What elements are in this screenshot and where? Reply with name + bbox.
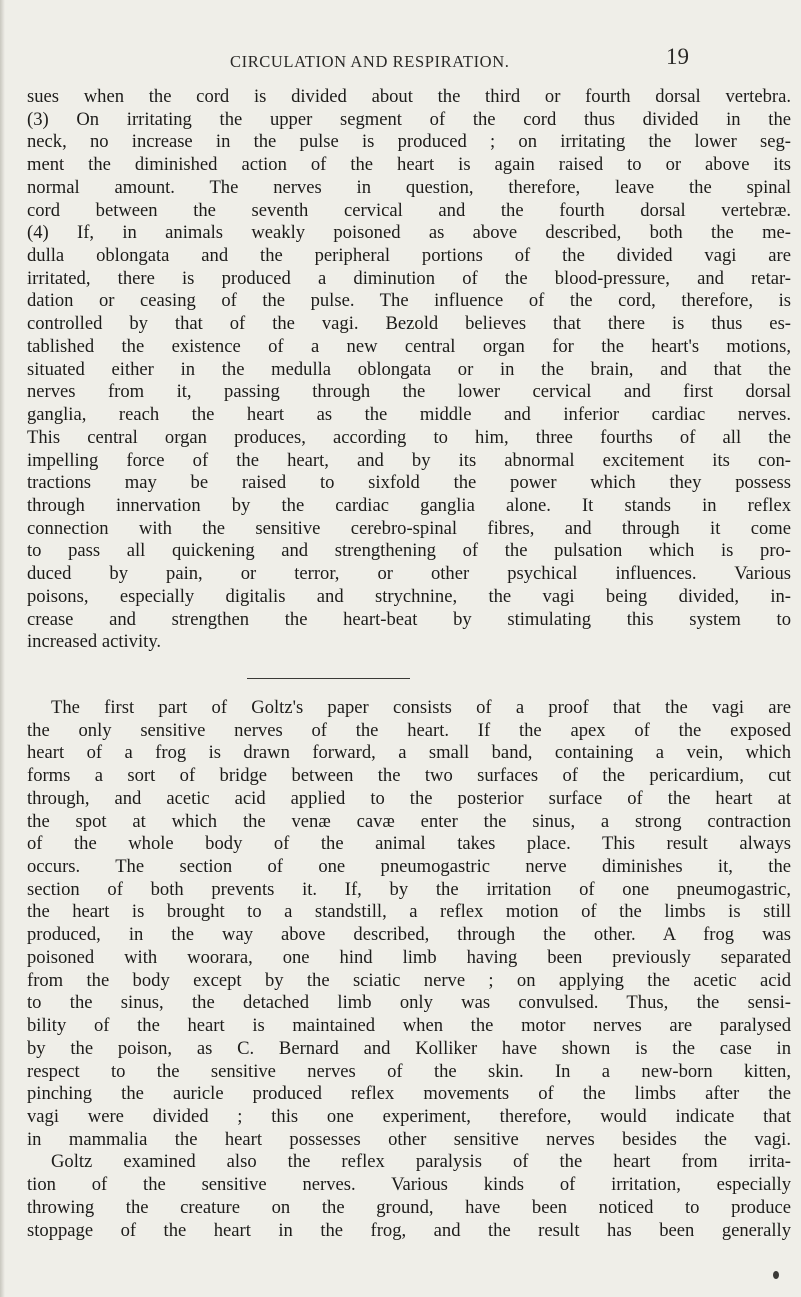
- text-line: (3) On irritating the upper segment of the cord thus divided in the: [27, 108, 791, 130]
- text-line: section of both prevents it. If, by the irritation of one pneumogastric,: [27, 878, 791, 900]
- text-line: nerves from it, passing through the lower cervical and first dorsal: [27, 381, 791, 403]
- ink-speck: [773, 1271, 779, 1279]
- text-line: to the sinus, the detached limb only was convulsed. Thus, the sensi-: [27, 992, 791, 1014]
- text-line: crease and strengthen the heart-beat by stimulating this system to: [27, 608, 791, 630]
- paragraph-1-text: [27, 86, 791, 654]
- page-gutter-shadow: [0, 0, 5, 1297]
- text-line: throwing the creature on the ground, have been noticed to produce: [27, 1196, 791, 1218]
- paragraph-1: [27, 86, 791, 654]
- text-line: forms a sort of bridge between the two surfaces of the pericardium, cut: [27, 765, 791, 787]
- text-line: (4) If, in animals weakly poisoned as above described, both the me-: [27, 222, 791, 244]
- text-line: vagi were divided ; this one experiment, therefore, would indicate that: [27, 1105, 791, 1127]
- text-line: poisons, especially digitalis and strychnine, the vagi being divided, in-: [27, 585, 791, 607]
- text-line: normal amount. The nerves in question, therefore, leave the spinal: [27, 176, 791, 198]
- paragraph-2-text: [27, 697, 791, 1242]
- text-line: dation or ceasing of the pulse. The influence of the cord, therefore, is: [27, 290, 791, 312]
- text-line: cord between the seventh cervical and the fourth dorsal vertebræ.: [27, 199, 791, 221]
- text-line: tion of the sensitive nerves. Various kinds of irritation, especially: [27, 1174, 791, 1196]
- text-line: pinching the auricle produced reflex movements of the limbs after the: [27, 1083, 791, 1105]
- section-divider: [247, 678, 410, 679]
- text-line: in mammalia the heart possesses other sensitive nerves besides the vagi.: [27, 1128, 791, 1150]
- text-line: through innervation by the cardiac ganglia alone. It stands in reflex: [27, 494, 791, 516]
- text-line: Goltz examined also the reflex paralysis of the heart from irrita-: [51, 1151, 791, 1173]
- text-line: The first part of Goltz's paper consists of a proof that the vagi are: [51, 697, 791, 718]
- text-line: from the body except by the sciatic nerve ; on applying the acetic acid: [27, 969, 791, 991]
- text-line: the spot at which the venæ cavæ enter the sinus, a strong contraction: [27, 810, 791, 832]
- text-line: situated either in the medulla oblongata or in the brain, and that the: [27, 358, 791, 380]
- text-line: respect to the sensitive nerves of the skin. In a new-born kitten,: [27, 1060, 791, 1082]
- text-line: of the whole body of the animal takes place. This result always: [27, 833, 791, 855]
- running-header: CIRCULATION AND RESPIRATION.: [230, 52, 510, 71]
- text-line: ment the diminished action of the heart is again raised to or above its: [27, 154, 791, 176]
- text-line: to pass all quickening and strengthening of the pulsation which is pro-: [27, 540, 791, 562]
- text-line: bility of the heart is maintained when the motor nerves are paralysed: [27, 1015, 791, 1037]
- text-line: poisoned with woorara, one hind limb having been previously separated: [27, 946, 791, 968]
- text-line: ganglia, reach the heart as the middle and inferior cardiac nerves.: [27, 404, 791, 426]
- text-line: by the poison, as C. Bernard and Kolliker have shown is the case in: [27, 1037, 791, 1059]
- text-line: impelling force of the heart, and by its abnormal excitement its con-: [27, 449, 791, 471]
- text-line: the only sensitive nerves of the heart. If the apex of the exposed: [27, 719, 791, 741]
- text-line: increased activity.: [27, 631, 162, 653]
- page-number: 19: [666, 44, 689, 69]
- text-line: stoppage of the heart in the frog, and the result has been generally: [27, 1219, 791, 1241]
- text-line: neck, no increase in the pulse is produced ; on irritating the lower seg-: [27, 131, 791, 153]
- text-line: tractions may be raised to sixfold the power which they possess: [27, 472, 791, 494]
- text-line: sues when the cord is divided about the third or fourth dorsal vertebra.: [27, 86, 791, 107]
- text-line: heart of a frog is drawn forward, a small band, containing a vein, which: [27, 742, 791, 764]
- text-line: connection with the sensitive cerebro-spinal fibres, and through it come: [27, 517, 791, 539]
- text-line: controlled by that of the vagi. Bezold believes that there is thus es-: [27, 313, 791, 335]
- text-line: dulla oblongata and the peripheral portions of the divided vagi are: [27, 245, 791, 267]
- text-line: duced by pain, or terror, or other psychical influences. Various: [27, 563, 791, 585]
- text-line: occurs. The section of one pneumogastric nerve diminishes it, the: [27, 856, 791, 878]
- text-line: produced, in the way above described, through the other. A frog was: [27, 924, 791, 946]
- text-line: irritated, there is produced a diminution of the blood-pressure, and retar-: [27, 267, 791, 289]
- paragraph-2: [27, 697, 791, 1242]
- text-line: This central organ produces, according to him, three fourths of all the: [27, 426, 791, 448]
- text-line: tablished the existence of a new central organ for the heart's motions,: [27, 335, 791, 357]
- text-line: through, and acetic acid applied to the posterior surface of the heart at: [27, 787, 791, 809]
- text-line: the heart is brought to a standstill, a reflex motion of the limbs is still: [27, 901, 791, 923]
